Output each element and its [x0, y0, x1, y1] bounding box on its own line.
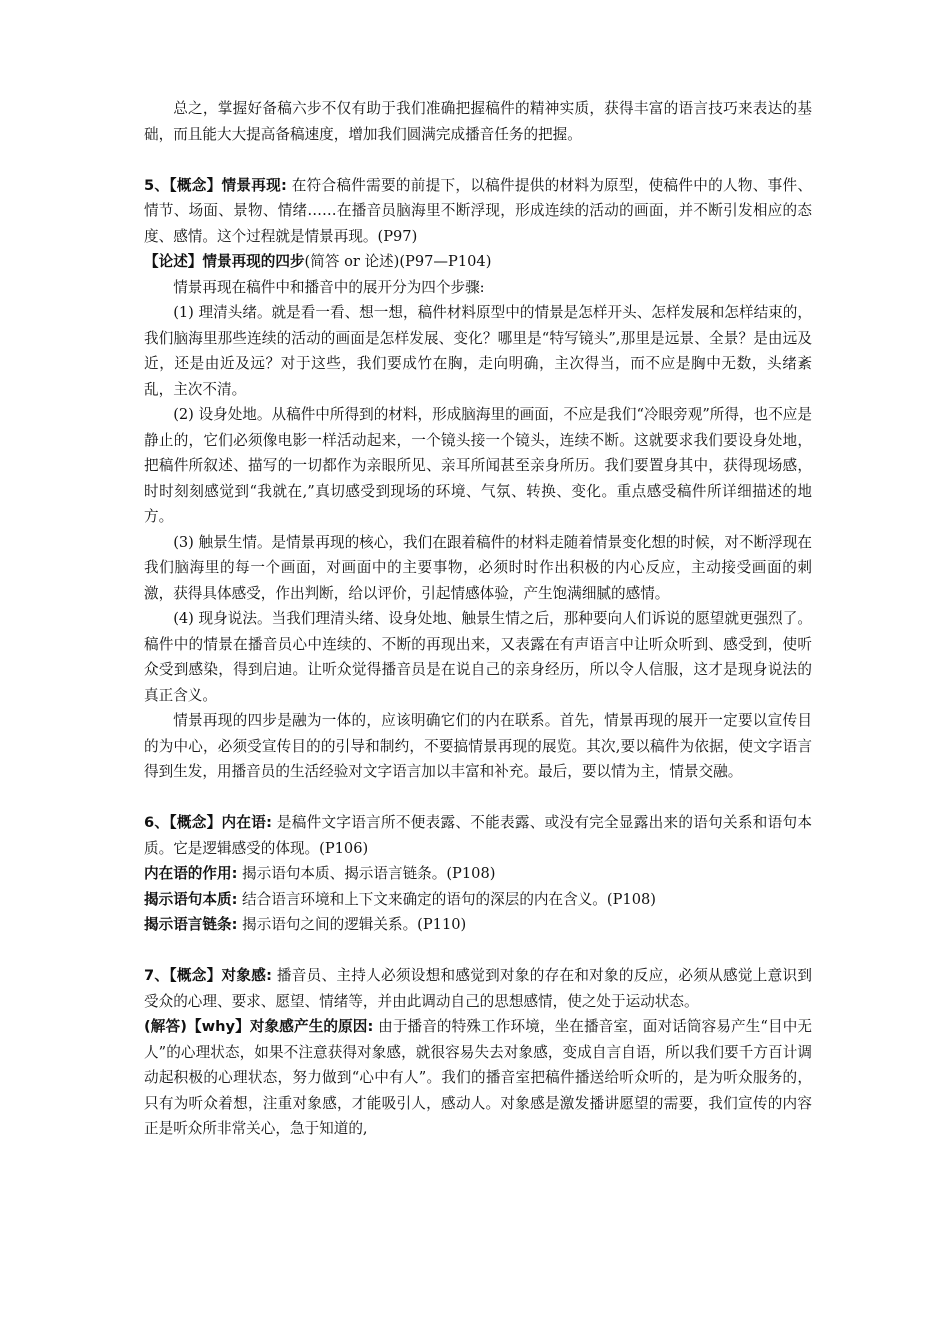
section5-step-4: (4) 现身说法。当我们理清头绪、设身处地、触景生情之后，那种要向人们诉说的愿望就更强烈了。稿件中的情景在播音员心中连续的、不断的再现出来，又表露在有声语言中让听众听到、感受到，使听众受到感染，得到启迪。让听众觉得播音员是在说自己的亲身经历，所以令人信服，这才是现身说法的真正含义。 — [144, 610, 812, 704]
section6-heading: 6、【概念】内在语: — [144, 814, 272, 831]
section6-item-text: 结合语言环境和上下文来确定的语句的深层的内在含义。(P108) — [242, 890, 656, 908]
section5-heading: 5、【概念】情景再现: — [144, 176, 287, 194]
section5-definition-text: 在符合稿件需要的前提下，以稿件提供的材料为原型，使稿件中的人物、事件、情节、场面、景物、情绪……在播音员脑海里不断浮现，形成连续的活动的画面，并不断引发相应的态度、感情。这个过程就是情景再现。(P97) — [144, 176, 812, 245]
summary-paragraph: 总之，掌握好备稿六步不仅有助于我们准确把握稿件的精神实质，获得丰富的语言技巧来表达的基础，而且能大大提高备稿速度，增加我们圆满完成播音任务的把握。 — [144, 100, 812, 143]
section7-reason-text: 由于播音的特殊工作环境，坐在播音室，面对话筒容易产生“目中无人”的心理状态，如果不注意获得对象感，就很容易失去对象感，变成自言自语，所以我们要千方百计调动起积极的心理状态，努力做到“心中有人”。我们的播音室把稿件播送给听众听的，是为听众服务的，只有为听众着想，注重对象感，才能吸引人，感动人。对象感是激发播讲愿望的需要，我们宣传的内容正是听众所非常关心，急于知道的, — [144, 1018, 813, 1137]
section6-item-label: 揭示语句本质: — [144, 890, 238, 908]
section7-definition — [144, 963, 812, 1014]
document-page — [144, 96, 812, 1142]
section5-discussion-note: (简答 or 论述)(P97—P104) — [304, 253, 492, 270]
section6-definition — [144, 810, 812, 861]
section6-item-text: 揭示语句之间的逻辑关系。(P110) — [242, 916, 467, 933]
section6-definition-text: 是稿件文字语言所不便表露、不能表露、或没有完全显露出来的语句关系和语句本质。它是逻辑感受的体现。(P106) — [144, 814, 812, 857]
section5-step-1: (1) 理清头绪。就是看一看、想一想，稿件材料原型中的情景是怎样开头、怎样发展和怎样结束的，我们脑海里那些连续的活动的画面是怎样发展、变化？哪里是“特写镜头”,那里是远景、全景？是由远及近，还是由近及远？对于这些，我们要成竹在胸，走向明确，主次得当，而不应是胸中无数，头绪紊乱，主次不清。 — [144, 304, 812, 398]
section-gap — [144, 147, 812, 173]
section7-reason — [144, 1014, 812, 1142]
section5-definition — [144, 173, 812, 250]
section7-heading: 7、【概念】对象感: — [144, 967, 272, 984]
section5-conclusion: 情景再现的四步是融为一体的，应该明确它们的内在联系。首先，情景再现的展开一定要以宣传目的为中心，必须受宣传目的的引导和制约，不要搞情景再现的展览。其次,要以稿件为依据，使文字语言得到生发，用播音员的生活经验对文字语言加以丰富和补充。最后，要以情为主，情景交融。 — [144, 712, 812, 780]
section6-item-label: 揭示语言链条: — [144, 916, 238, 933]
section5-discussion-label: 【论述】情景再现的四步 — [144, 253, 305, 270]
section6-item-3 — [144, 912, 812, 938]
section5-intro: 情景再现在稿件中和播音中的展开分为四个步骤: — [173, 278, 485, 296]
section-gap — [144, 938, 812, 964]
section7-reason-label: (解答)【why】对象感产生的原因: — [144, 1018, 374, 1035]
section5-step-2: (2) 设身处地。从稿件中所得到的材料，形成脑海里的画面，不应是我们“冷眼旁观”所得，也不应是静止的，它们必须像电影一样活动起来，一个镜头接一个镜头，连续不断。这就要求我们要设身处地，把稿件所叙述、描写的一切都作为亲眼所见、亲耳所闻甚至亲身所历。我们要置身其中，获得现场感，时时刻刻感觉到“我就在,”真切感受到现场的环境、气氛、转换、变化。重点感受稿件所详细描述的地方。 — [144, 406, 812, 525]
section6-item-text: 揭示语句本质、揭示语言链条。(P108) — [242, 865, 496, 882]
section5-step-3: (3) 触景生情。是情景再现的核心，我们在跟着稿件的材料走随着情景变化想的时候，对不断浮现在我们脑海里的每一个画面，对画面中的主要事物，必须时时作出积极的内心反应，主动接受画面的刺激，获得具体感受，作出判断，给以评价，引起情感体验，产生饱满细腻的感情。 — [144, 533, 812, 602]
section5-discussion-title — [144, 249, 812, 275]
section-gap — [144, 785, 812, 811]
section6-item-2 — [144, 887, 812, 913]
section6-item-1 — [144, 861, 812, 887]
section7-definition-text: 播音员、主持人必须设想和感觉到对象的存在和对象的反应，必须从感觉上意识到受众的心理、要求、愿望、情绪等，并由此调动自己的思想感情，使之处于运动状态。 — [144, 967, 812, 1010]
section6-item-label: 内在语的作用: — [144, 865, 238, 882]
